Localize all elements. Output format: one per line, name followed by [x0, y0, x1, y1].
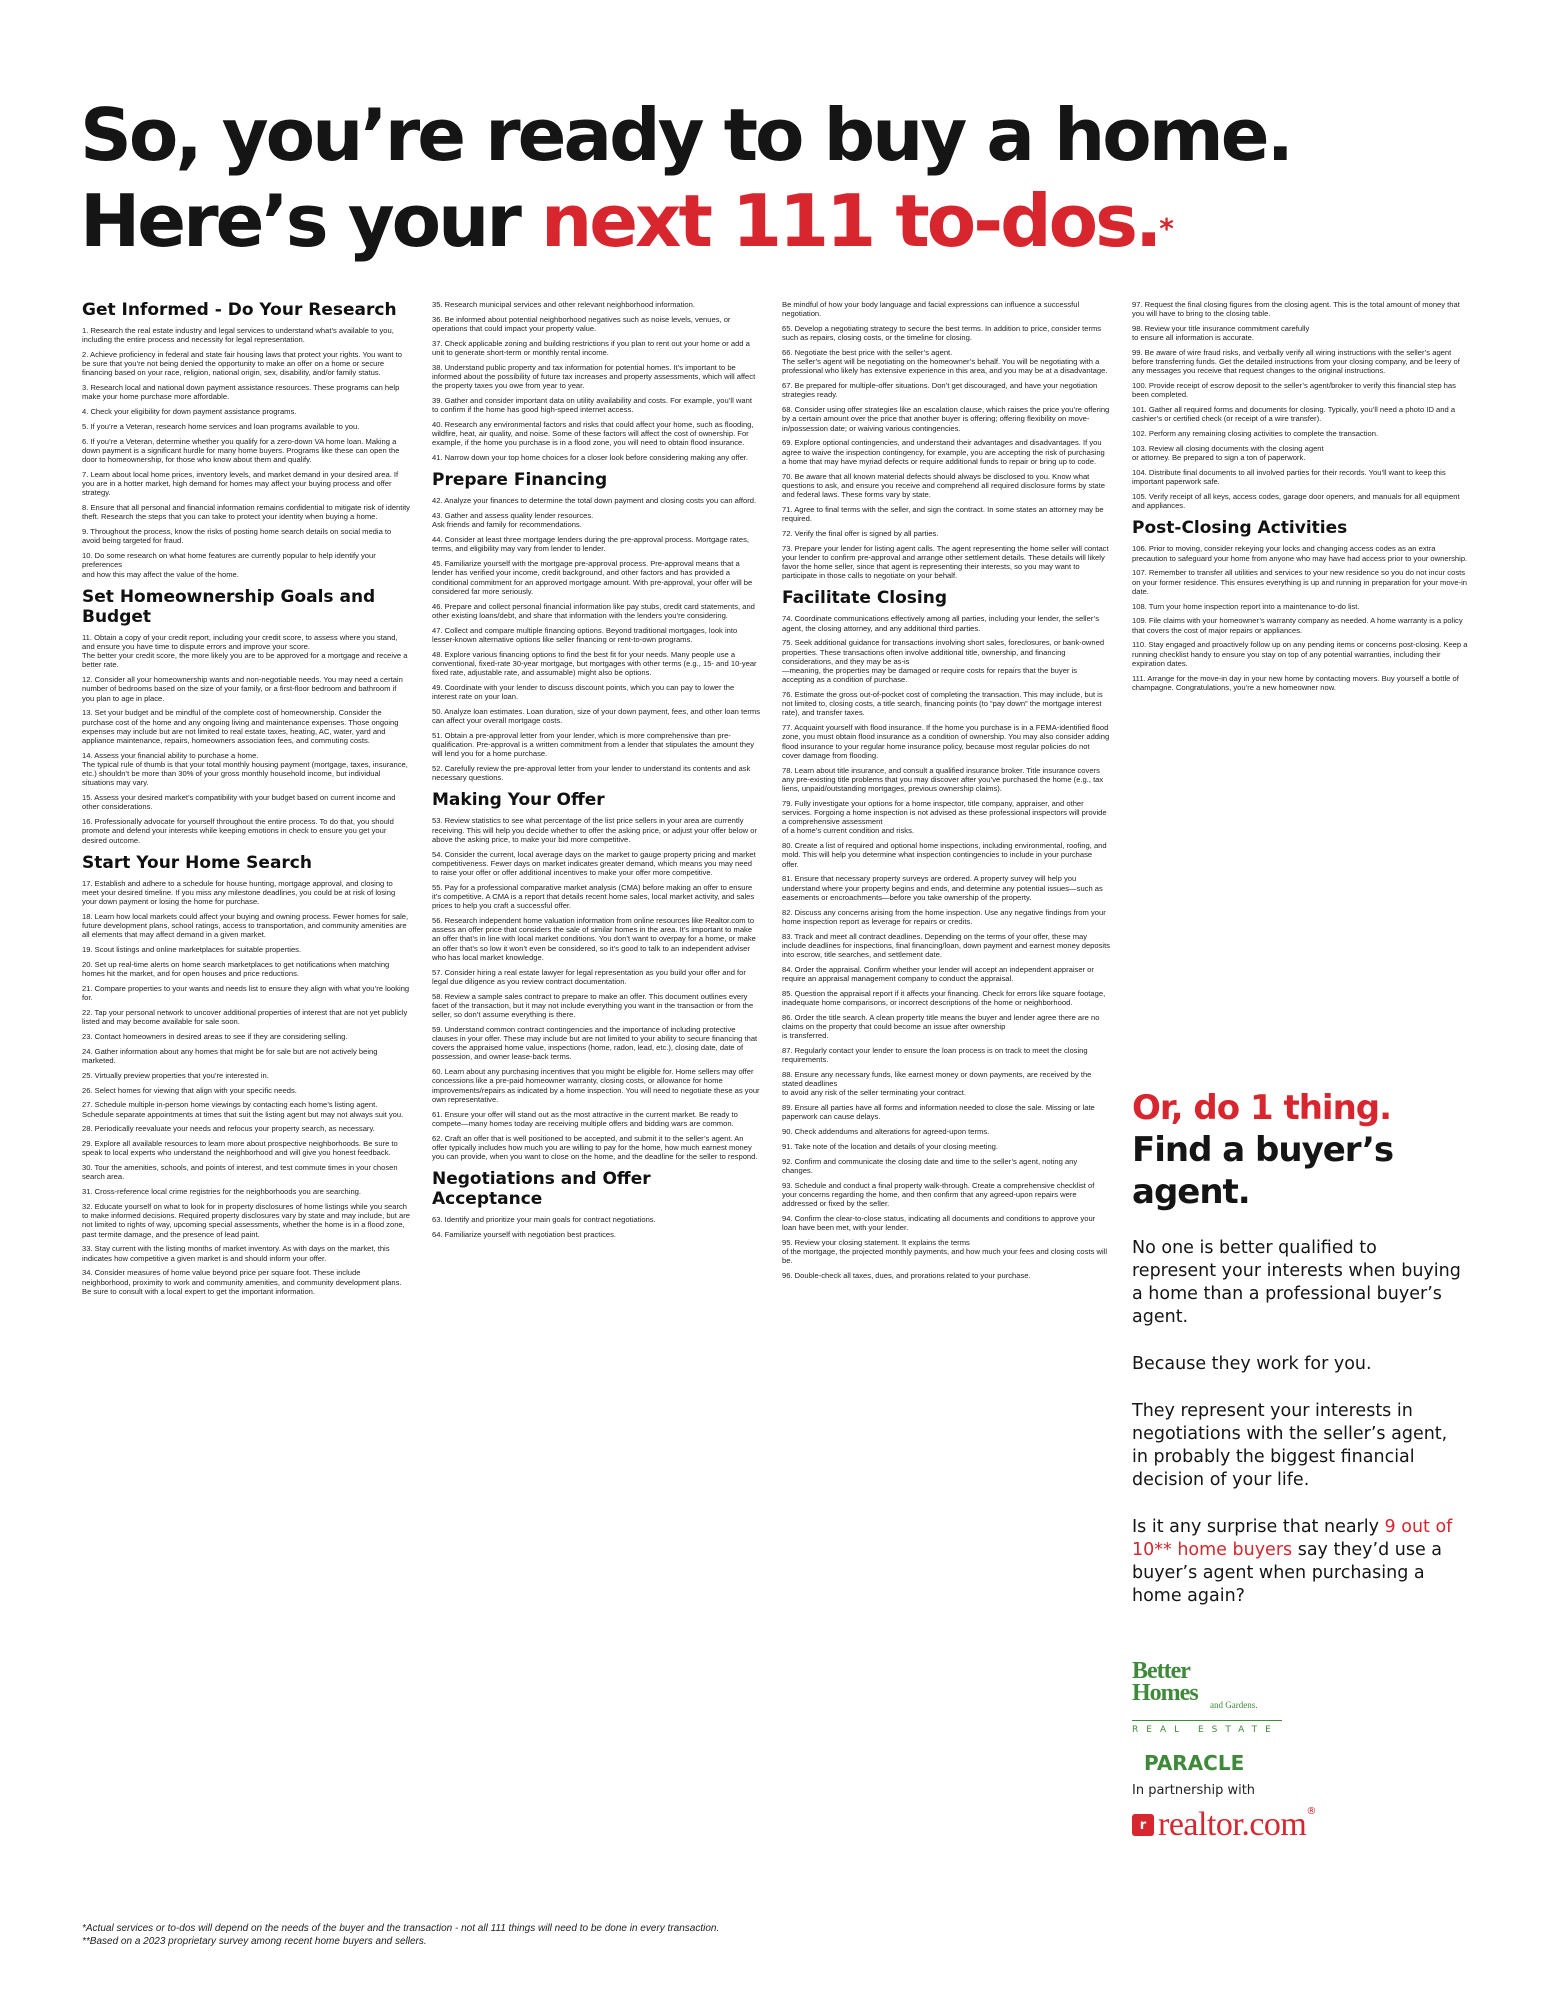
- todo-item: 31. Cross-reference local crime registries for the neighborhoods you are searching.: [82, 1187, 361, 1197]
- todo-item: 18. Learn how local markets could affect your buying and owning process. Fewer homes for sale, future development plans, school ratings, access to transportation, and community amenities are all elements that may affect demand in a given market.: [82, 912, 409, 940]
- todo-item: 42. Analyze your finances to determine the total down payment and closing costs you can afford.: [432, 496, 757, 506]
- realtor-logo: [1132, 1806, 1462, 1844]
- todo-item: 50. Analyze loan estimates. Loan duration, size of your down payment, fees, and other loan terms can affect your overall mortgage costs.: [432, 706, 760, 726]
- headline-line2-highlight: next 111 to-dos.: [540, 179, 1160, 263]
- todo-item: Be mindful of how your body language and facial expressions can influence a successful negotiation.: [782, 300, 1080, 319]
- todo-item: 15. Assess your desired market’s compatibility with your budget based on current income and other considerations.: [82, 793, 396, 812]
- partnership-text: In partnership with: [1132, 1783, 1256, 1798]
- todo-item: 107. Remember to transfer all utilities and services to your new residence so you do not incur costs on your former residence. This ensures everything is up and running in preparation for your move-in date.: [1132, 568, 1468, 596]
- todo-item: 87. Regularly contact your lender to ensure the loan process is on track to meet the closing requirements.: [782, 1046, 1088, 1065]
- todo-item: 83. Track and meet all contract deadlines. Depending on the terms of your offer, these may include deadlines for inspections, final financing/loan, down payment and earnest money deposits into escrow, title searches, and settlement date.: [782, 931, 1110, 960]
- todo-item: 66. Negotiate the best price with the seller’s agent. The seller’s agent will be negotiating on the homeowner’s behalf. You will be negotiating with a professional who likely has extensive experience in this area, and you may be at a disadvantage.: [782, 348, 1108, 376]
- todo-item: 85. Question the appraisal report if it affects your financing. Check for errors like square footage, inadequate home comparisons, or incorrect descriptions of the home or neighborhood.: [782, 988, 1106, 1008]
- todo-item: 47. Collect and compare multiple financing options. Beyond traditional mortgages, look into lesser-known alternative options like seller financing or rent-to-own programs.: [432, 625, 738, 644]
- column-2: [432, 300, 760, 1910]
- todo-item: 38. Understand public property and tax information for potential homes. It’s important to be informed about the possibility of future tax increases and property assessments, which will affect the property taxes you owe from year to year.: [432, 362, 756, 391]
- section-title: Facilitate Closing: [782, 588, 948, 609]
- todo-item: 1. Research the real estate industry and legal services to understand what’s available to you, including the entire process and necessity for legal representation.: [82, 326, 394, 345]
- promo-paragraph-1: No one is better qualified to represent your interests when buying a home than a professional buyer’s agent.: [1132, 1238, 1461, 1327]
- todo-item: 26. Select homes for viewing that align with your specific needs.: [82, 1085, 297, 1095]
- todo-item: 82. Discuss any concerns arising from the home inspection. Use any negative findings from your home inspection report as leverage for repairs or credits.: [782, 907, 1106, 926]
- bh-logo-line1: Better: [1132, 1658, 1190, 1684]
- todo-item: 37. Check applicable zoning and building restrictions if you plan to rent out your home or add a unit to generate short-term or monthly rental income.: [432, 338, 750, 357]
- todo-item: 99. Be aware of wire fraud risks, and verbally verify all wiring instructions with the seller’s agent before transferring funds. Get the detailed instructions from your closing company, and be leery of any messages you receive that request changes to the original instructions.: [1132, 348, 1460, 376]
- todo-item: 48. Explore various financing options to find the best fit for your needs. Many people use a conventional, fixed-rate 30-year mortgage, but mortgages with other terms (e.g., 15- and 10-year fixed rate, adjustable rate, and assumable) might also be options.: [432, 649, 757, 678]
- todo-item: 58. Review a sample sales contract to prepare to make an offer. This document outlines every facet of the transaction, but it may not include everything you want in the transaction or from the seller, so don’t assume everything is there.: [432, 991, 754, 1020]
- todo-item: 94. Confirm the clear-to-close status, indicating all documents and conditions to approve your loan have been met, with your lender.: [782, 1214, 1096, 1233]
- todo-item: 71. Agree to final terms with the seller, and sign the contract. In some states an attorney may be required.: [782, 504, 1104, 524]
- headline-line1: So, you’re ready to buy a home.: [80, 93, 1291, 177]
- bh-logo-sub: and Gardens.: [1210, 1700, 1258, 1710]
- todo-item: 62. Craft an offer that is well positioned to be accepted, and submit it to the seller’s agent. An offer typically includes how much you are willing to pay for the home, how much earnest money you can provide, when you want to close on the home, and the deadline for the seller to respond.: [432, 1133, 758, 1162]
- headline-asterisk: *: [1159, 212, 1174, 245]
- todo-item: 13. Set your budget and be mindful of the complete cost of homeownership. Consider the purchase cost of the home and any ongoing living and maintenance expenses. Those ongoing expenses may include but are not limited to real estate taxes, heating, AC, water, yard and appliance maintenance, repairs, homeowners association fees, and commuting costs.: [82, 708, 399, 746]
- todo-item: 86. Order the title search. A clean property title means the buyer and lender agree there are no claims on the property that could become an issue after ownership is transferred.: [782, 1012, 1100, 1041]
- todo-item: 104. Distribute final documents to all involved parties for their records. You’ll want to keep this important paperwork safe.: [1132, 468, 1446, 487]
- todo-item: 56. Research independent home valuation information from online resources like Realtor.com to assess an offer price that considers the sale of similar homes in the area. It’s important to make an offer that’s in line with local market conditions. You don’t want to overpay for a home, or make an offer that’s so low it won’t even be considered, so it’s good to talk to an independent adviser who has local market knowledge.: [432, 916, 756, 962]
- realtor-wordmark: realtor.com: [1158, 1806, 1307, 1843]
- todo-item: 67. Be prepared for multiple-offer situations. Don’t get discouraged, and have your negotiation strategies ready.: [782, 381, 1098, 400]
- promo-heading-line2: agent.: [1132, 1172, 1250, 1212]
- todo-item: 53. Review statistics to see what percentage of the list price sellers in your area are currently receiving. This will help you decide whether to offer the asking price, or adjust your offer below or above the asking price, to make your bid more competitive.: [432, 816, 758, 844]
- section-title: Get Informed - Do Your Research: [82, 300, 397, 320]
- todo-item: 75. Seek additional guidance for transactions involving short sales, foreclosures, or bank-owned properties. These transactions often involve additional title, ownership, and financing considerations, and they may be as-is —meaning, the properties may be damaged or require costs for repairs that the buyer is accepting as a condition of purchase.: [782, 638, 1105, 685]
- todo-item: 92. Confirm and communicate the closing date and time to the seller’s agent, noting any changes.: [782, 1156, 1078, 1176]
- todo-item: 45. Familiarize yourself with the mortgage pre-approval process. Pre-approval means that a lender has verified your income, credit background, and other factors and has provided a conditional commitment for an approved mortgage amount. With pre-approval, your offer will be considered far more seriously.: [432, 559, 753, 596]
- todo-item: 14. Assess your financial ability to purchase a home. The typical rule of thumb is that your total monthly housing payment (mortgage, taxes, insurance, etc.) shouldn’t be more than 30% of your gross monthly household income, but individual situations may vary.: [82, 750, 408, 788]
- headline: [80, 92, 1480, 264]
- todo-item: 105. Verify receipt of all keys, access codes, garage door openers, and manuals for all equipment and appliances.: [1132, 492, 1460, 511]
- footnote-1: *Actual services or to-dos will depend on the needs of the buyer and the transaction - not all 111 things will need to be done in every transaction.: [82, 1923, 720, 1934]
- todo-item: 43. Gather and assess quality lender resources. Ask friends and family for recommendations.: [432, 511, 594, 530]
- section-title: Negotiations and Offer Acceptance: [432, 1169, 651, 1210]
- todo-item: 44. Consider at least three mortgage lenders during the pre-approval process. Mortgage rates, terms, and eligibility may vary from lender to lender.: [432, 535, 750, 554]
- todo-item: 29. Explore all available resources to learn more about prospective neighborhoods. Be sure to speak to local experts who understand the neighborhood and will give you honest feedback.: [82, 1139, 398, 1158]
- section-title: Prepare Financing: [432, 470, 608, 491]
- todo-item: 27. Schedule multiple in-person home viewings by contacting each home’s listing agent. Schedule separate appointments at times that suit the listing agent but may not always suit you.: [82, 1100, 404, 1119]
- todo-item: 81. Ensure that necessary property surveys are ordered. A property survey will help you understand where your property begins and ends, and determine any potential issues—such as easements or encroachments—before you take ownership of the property.: [782, 874, 1103, 902]
- todo-item: 9. Throughout the process, know the risks of posting home search details on social media to avoid being targeted for fraud.: [82, 527, 392, 546]
- bh-real-estate: REAL ESTATE: [1132, 1720, 1282, 1735]
- todo-item: 74. Coordinate communications effectively among all parties, including your lender, the seller’s agent, the closing attorney, and any additional third parties.: [782, 614, 1100, 633]
- todo-item: 2. Achieve proficiency in federal and state fair housing laws that protect your rights. You want to be sure that you’re not being denied the opportunity to make an offer on a home or secure financing based on your race, religion, national origin, sex, disability, and/or family status.: [82, 350, 402, 378]
- promo-paragraph-3: They represent your interests in negotiations with the seller’s agent, in probably the biggest financial decision of your life.: [1132, 1401, 1448, 1490]
- promo-p4-start: Is it any surprise that nearly: [1132, 1517, 1385, 1537]
- section-title: Start Your Home Search: [82, 852, 312, 873]
- todo-item: 68. Consider using offer strategies like an escalation clause, which raises the price you’re offering by a certain amount over the price that another buyer is offering; offering flexibility on move-in/possession date; or waiving various contingencies.: [782, 405, 1110, 433]
- section-title: Set Homeownership Goals and Budget: [82, 586, 376, 627]
- todo-item: 51. Obtain a pre-approval letter from your lender, which is more comprehensive than pre-qualification. Pre-approval is a written commitment from a lender that stipulates the amount they will lend you for a home purchase.: [432, 730, 755, 759]
- todo-item: 78. Learn about title insurance, and consult a qualified insurance broker. Title insurance covers any pre-existing title problems that you may discover after you’ve purchased the home (e.g., tax liens, unpaid/outstanding mortgages, previous ownership claims).: [782, 765, 1104, 794]
- todo-item: 11. Obtain a copy of your credit report, including your credit score, to assess where you stand, and ensure you have time to dispute errors and improve your score. The better your credit score, the more likely you are to be approved for a mortgage and receive a better rate.: [82, 632, 408, 670]
- todo-item: 89. Ensure all parties have all forms and information needed to close the sale. Missing or late paperwork can cause delays.: [782, 1103, 1095, 1122]
- promo-stat: 9 out of 10** home buyers: [1132, 1517, 1453, 1560]
- todo-item: 32. Educate yourself on what to look for in property disclosures of home listings while you search to make informed decisions. Required property disclosures vary by state and may include, but are not limited to rights of way, upcoming special assessments, whether the home is in a flood zone, past termite damage, and the presence of lead paint.: [82, 1202, 410, 1239]
- todo-item: 52. Carefully review the pre-approval letter from your lender to understand its contents and ask necessary questions.: [432, 764, 751, 783]
- todo-item: 22. Tap your personal network to uncover additional properties of interest that are not yet publicly listed and may become available for sale soon.: [82, 1008, 408, 1027]
- logo-block: [1132, 1660, 1462, 1844]
- todo-item: 95. Review your closing statement. It explains the terms of the mortgage, the projected monthly payments, and how much your fees and closing costs will be.: [782, 1238, 1108, 1266]
- todo-item: 102. Perform any remaining closing activities to complete the transaction.: [1132, 429, 1379, 439]
- todo-item: 80. Create a list of required and optional home inspections, including environmental, roofing, and mold. This will help you determine what inspection contingencies to include in your purchase offer.: [782, 841, 1107, 869]
- promo-paragraph-4: [1132, 1516, 1462, 1608]
- bh-logo-line2: Homes: [1132, 1680, 1198, 1706]
- todo-item: 21. Compare properties to your wants and needs list to ensure they align with what you’re looking for.: [82, 984, 410, 1003]
- todo-item: 97. Request the final closing figures from the closing agent. This is the total amount of money that you will have to bring to the closing table.: [1132, 300, 1460, 319]
- todo-item: 76. Estimate the gross out-of-pocket cost of completing the transaction. This may include, but is not limited to, closing costs, a title search, financing points (to “pay down” the mortgage interest rate), and transfer taxes.: [782, 690, 1103, 718]
- todo-item: 96. Double-check all taxes, dues, and prorations related to your purchase.: [782, 1271, 1031, 1281]
- todo-item: 106. Prior to moving, consider rekeying your locks and changing access codes as an extra precaution to safeguard your home from anyone who may have had access prior to your ownership.: [1132, 544, 1468, 563]
- todo-item: 91. Take note of the location and details of your closing meeting.: [782, 1142, 998, 1152]
- todo-item: 65. Develop a negotiating strategy to secure the best terms. In addition to price, consider terms such as repairs, closing costs, or the timeline for closing.: [782, 324, 1102, 343]
- todo-item: 69. Explore optional contingencies, and understand their advantages and disadvantages. If you agree to waive the inspection contingency, for example, you are accepting the risk of purchasing a home that may have myriad defects or require additional funds to repair or bring up to code.: [782, 438, 1105, 466]
- footnote-2: **Based on a 2023 proprietary survey among recent home buyers and sellers.: [82, 1936, 427, 1947]
- todo-item: 93. Schedule and conduct a final property walk-through. Create a comprehensive checklist of your concerns regarding the home, and then confirm that any agreed-upon repairs were addressed or fixed by the seller.: [782, 1180, 1095, 1209]
- todo-item: 60. Learn about any purchasing incentives that you might be eligible for. Home sellers may offer concessions like a pre-paid homeowner warranty, closing costs, or allowance for home improvements/repairs as indicated by a home inspection. You will need to negotiate these as your own representative.: [432, 1067, 760, 1104]
- todo-item: 40. Research any environmental factors and risks that could affect your home, such as flooding, wildfire, heat, air quality, and noise. Some of these factors will affect the cost of ownership. For example, if the home you purchase is in a flood zone, you will need to obtain flood insurance.: [432, 420, 754, 448]
- todo-item: 49. Coordinate with your lender to discuss discount points, which you can pay to lower the interest rate on your loan.: [432, 682, 735, 702]
- section-title: Making Your Offer: [432, 790, 605, 811]
- todo-item: 59. Understand common contract contingencies and the importance of including protective clauses in your offer. These may include but are not limited to your ability to secure financing that covers the appraised home value, inspections (home, radon, lead, etc.), closing date, date of possession, and owner lease-back terms.: [432, 1024, 758, 1062]
- todo-item: 7. Learn about local home prices, inventory levels, and market demand in your desired area. If you are in a hotter market, high demand for homes may affect your buying process and offer strategy.: [82, 470, 399, 498]
- todo-item: 8. Ensure that all personal and financial information remains confidential to mitigate risk of identity theft. Research the steps that you can take to protect your identity when buying a home.: [82, 503, 410, 522]
- todo-item: 70. Be aware that all known material defects should always be disclosed to you. Know what questions to ask, and ensure you receive and comprehend all required disclosure forms by state and federal laws. These forms vary by state.: [782, 471, 1105, 500]
- todo-item: 77. Acquaint yourself with flood insurance. If the home you purchase is in a FEMA-identified flood zone, you must obtain flood insurance as a condition of ownership. You may also consider adding flood insurance to your regular home insurance policy, because most regular policies do not cover damage from flooding.: [782, 723, 1110, 760]
- todo-item: 100. Provide receipt of escrow deposit to the seller’s agent/broker to verify this financial step has been completed.: [1132, 381, 1456, 400]
- todo-item: 36. Be informed about potential neighborhood negatives such as noise levels, venues, or operations that could impact your property value.: [432, 314, 731, 333]
- todo-item: 57. Consider hiring a real estate lawyer for legal representation as you build your offer and for legal due diligence as you review contract documentation.: [432, 967, 746, 986]
- realtor-icon: r: [1132, 1814, 1154, 1836]
- todo-item: 28. Periodically reevaluate your needs and refocus your property search, as necessary.: [82, 1124, 375, 1134]
- todo-item: 101. Gather all required forms and documents for closing. Typically, you’ll need a photo ID and a cashier’s or certified check (or receipt of a wire transfer).: [1132, 405, 1456, 424]
- todo-item: 19. Scout listings and online marketplaces for suitable properties.: [82, 945, 302, 955]
- todo-item: 88. Ensure any necessary funds, like earnest money or down payments, are received by the stated deadlines to avoid any risk of the seller terminating your contract.: [782, 1070, 1092, 1098]
- better-homes-logo: [1132, 1660, 1462, 1704]
- todo-item: 72. Verify the final offer is signed by all parties.: [782, 528, 939, 538]
- todo-item: 73. Prepare your lender for listing agent calls. The agent representing the home seller will contact your lender to confirm pre-approval and arrange other settlement details. These details will likely favor the home seller, since that agent is representing their interests, so you may want to participate in those calls to negotiate on your behalf.: [782, 543, 1109, 581]
- promo-paragraph-2: Because they work for you.: [1132, 1354, 1372, 1374]
- todo-item: 24. Gather information about any homes that might be for sale but are not actively being marketed.: [82, 1046, 378, 1066]
- todo-item: 111. Arrange for the move-in day in your new home by contacting movers. Buy yourself a bottle of champagne. Congratulations, you’re a new homeowner now.: [1132, 673, 1459, 692]
- todo-item: 4. Check your eligibility for down payment assistance programs.: [82, 407, 297, 417]
- column-1: [82, 300, 410, 1910]
- todo-item: 46. Prepare and collect personal financial information like pay stubs, credit card statements, and other existing loans/debt, and share that information with the lenders you’re considering.: [432, 601, 755, 620]
- todo-item: 17. Establish and adhere to a schedule for house hunting, mortgage approval, and closing to meet your desired timeline. If you miss any milestone deadlines, you could be at risk of losing your down payment or losing the home for purchase.: [82, 878, 396, 907]
- todo-item: 110. Stay engaged and proactively follow up on any pending items or concerns post-closing. Keep a running checklist handy to ensure you stay on top of any potential warranties, including their expiration dates.: [1132, 640, 1468, 668]
- todo-item: 5. If you’re a Veteran, research home services and loan programs available to you.: [82, 422, 360, 431]
- todo-item: 109. File claims with your homeowner’s warranty company as needed. A home warranty is a policy that covers the cost of major repairs or appliances.: [1132, 616, 1463, 635]
- headline-line2: [80, 178, 1480, 264]
- promo-block: [1132, 1087, 1462, 1608]
- todo-item: 34. Consider measures of home value beyond price per square foot. These include neighborhood, proximity to work and community amenities, and community development plans. Be sure to consult with a local expert to get the important information.: [82, 1268, 402, 1296]
- todo-item: 84. Order the appraisal. Confirm whether your lender will accept an independent appraiser or require an appraisal management company to conduct the appraisal.: [782, 964, 1094, 984]
- todo-item: 33. Stay current with the listing months of market inventory. As with days on the market, this indicates how competitive a given market is and should inform your offer.: [82, 1244, 390, 1263]
- section-title: Post-Closing Activities: [1132, 518, 1348, 539]
- todo-item: 23. Contact homeowners in desired areas to see if they are considering selling.: [82, 1032, 348, 1042]
- promo-heading-red: Or, do 1 thing.: [1132, 1088, 1392, 1128]
- todo-item: 6. If you’re a Veteran, determine whether you qualify for a zero-down VA home loan. Making a down payment is a significant hurdle for many home buyers. Programs like these can open the door to homeownership, for those who know about them and qualify.: [82, 436, 400, 465]
- todo-item: 35. Research municipal services and other relevant neighborhood information.: [432, 300, 695, 309]
- brokerage-name: PARACLE: [1144, 1751, 1245, 1775]
- footer: [82, 1922, 1462, 1948]
- todo-item: 12. Consider all your homeownership wants and non-negotiable needs. You may need a certain number of bedrooms based on the size of your family, or a first-floor bedroom and bathroom if you plan to age in place.: [82, 675, 403, 703]
- todo-item: 54. Consider the current, local average days on the market to gauge property pricing and market competitiveness. Fewer days on market indicates greater demand, which means you may need to raise your offer or offer additional incentives to make your offer more competitive.: [432, 849, 756, 878]
- promo-heading-line1: Find a buyer’s: [1132, 1130, 1394, 1170]
- todo-item: 108. Turn your home inspection report into a maintenance to-do list.: [1132, 601, 1360, 611]
- todo-item: 63. Identify and prioritize your main goals for contract negotiations.: [432, 1215, 656, 1225]
- todo-item: 55. Pay for a professional comparative market analysis (CMA) before making an offer to ensure it’s competitive. A CMA is a report that details recent home sales, local market activity, and sales prices to help you craft a successful offer.: [432, 882, 755, 911]
- realtor-registered-mark: ®: [1306, 1806, 1317, 1817]
- todo-item: 30. Tour the amenities, schools, and points of interest, and test commute times in your chosen search area.: [82, 1163, 398, 1182]
- todo-item: 64. Familiarize yourself with negotiation best practices.: [432, 1230, 617, 1240]
- column-3: [782, 300, 1110, 1910]
- todo-item: 90. Check addendums and alterations for agreed-upon terms.: [782, 1127, 990, 1137]
- todo-item: 98. Review your title insurance commitment carefully to ensure all information is accurate.: [1132, 324, 1310, 343]
- promo-p4-end: say they’d use a buyer’s agent when purchasing a home again?: [1132, 1540, 1443, 1606]
- todo-item: 25. Virtually preview properties that you’re interested in.: [82, 1070, 269, 1080]
- headline-line2-prefix: Here’s your: [80, 179, 541, 263]
- todo-item: 39. Gather and consider important data on utility availability and costs. For example, you’ll want to confirm if the home has good high-speed internet access.: [432, 396, 752, 415]
- todo-item: 16. Professionally advocate for yourself throughout the entire process. To do that, you should promote and defend your interests while keeping emotions in check to ensure you get your desired outcome.: [82, 817, 394, 845]
- todo-item: 61. Ensure your offer will stand out as the most attractive in the current market. Be ready to compete—many homes today are receiving multiple offers and bidding wars are common.: [432, 1109, 738, 1128]
- todo-item: 10. Do some research on what home features are currently popular to help identify your preferences and how this may affect the value of the home.: [82, 551, 376, 579]
- todo-item: 103. Review all closing documents with the closing agent or attorney. Be prepared to sign a ton of paperwork.: [1132, 444, 1324, 463]
- todo-item: 79. Fully investigate your options for a home inspector, title company, appraiser, and other services. Forgoing a home inspection is not advised as these professional inspectors will provide a comprehensive assessment of a home’s current condition and risks.: [782, 798, 1107, 836]
- todo-item: 3. Research local and national down payment assistance resources. These programs can help make your home purchase more affordable.: [82, 383, 400, 402]
- todo-item: 20. Set up real-time alerts on home search marketplaces to get notifications when matching homes hit the market, and for open houses and price reductions.: [82, 960, 390, 979]
- todo-item: 41. Narrow down your top home choices for a closer look before considering making any offer.: [432, 453, 749, 463]
